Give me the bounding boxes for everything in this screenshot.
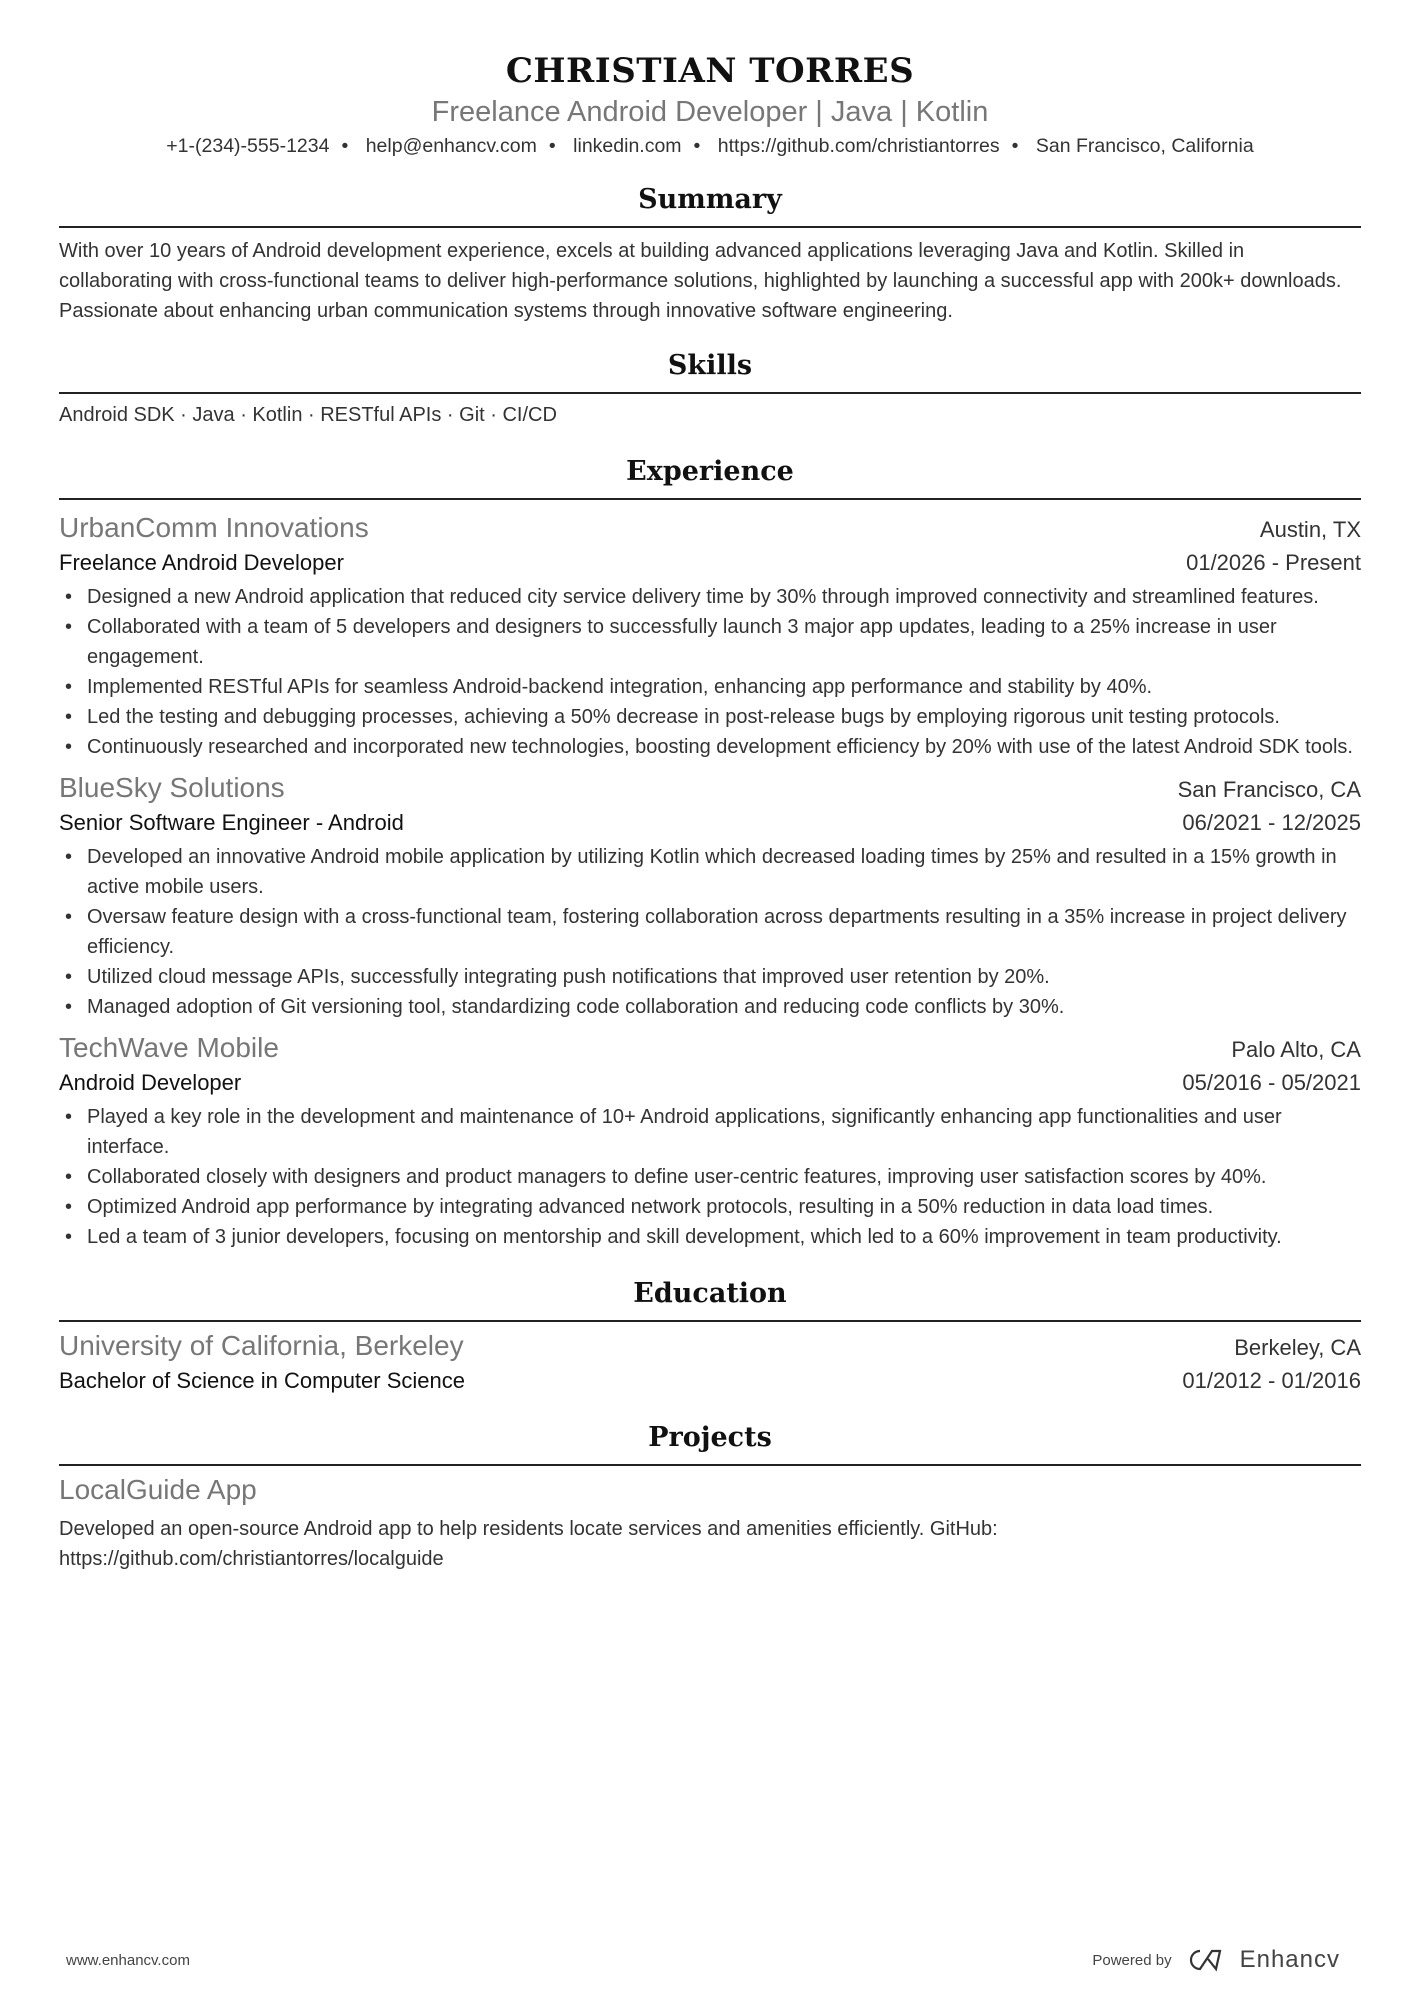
location: San Francisco, California [1035,135,1254,157]
job-bullets [59,1102,1361,1252]
job-bullet: • Played a key role in the development and maintenance of 10+ Android applications, significantly enhancing app functionalities and user interface. [59,1102,1361,1162]
job-bullet: • Optimized Android app performance by integrating advanced network protocols, resulting in a 50% reduction in data load times. [59,1192,1361,1222]
candidate-title: Freelance Android Developer | Java | Kotlin [431,96,989,128]
powered-by-label: Powered by [1092,1951,1172,1969]
job-bullet: • Utilized cloud message APIs, successfully integrating push notifications that improved user retention by 20%. [59,962,1361,992]
job-dates: 01/2026 - Present [1186,550,1361,575]
job-entry [59,770,1361,1022]
skills-heading: Skills [59,348,1361,394]
enhancv-logo-icon [1186,1947,1226,1973]
footer-site-link[interactable]: www.enhancv.com [66,1951,190,1969]
job-role: Android Developer [59,1070,242,1095]
school-location: Berkeley, CA [1234,1335,1361,1360]
job-role: Senior Software Engineer - Android [59,810,404,835]
linkedin-link[interactable]: linkedin.com [573,135,682,157]
skills-text: Android SDK · Java · Kotlin · RESTful APIs · Git · CI/CD [59,404,557,426]
project-description: Developed an open-source Android app to help residents locate services and amenities efficiently. GitHub: https://github.com/christiantorres/localguide [59,1518,998,1570]
job-bullet: • Implemented RESTful APIs for seamless Android-backend integration, enhancing app performance and stability by 40%. [59,672,1361,702]
job-bullet: • Developed an innovative Android mobile application by utilizing Kotlin which decreased loading times by 25% and resulted in a 15% growth in active mobile users. [59,842,1361,902]
job-bullets [59,842,1361,1022]
job-dates: 05/2016 - 05/2021 [1182,1070,1361,1095]
school-name: University of California, Berkeley [59,1330,464,1361]
job-bullet: • Collaborated closely with designers and product managers to define user-centric features, improving user satisfaction scores by 40%. [59,1162,1361,1192]
education-dates: 01/2012 - 01/2016 [1182,1368,1361,1393]
projects-heading: Projects [59,1420,1361,1466]
job-bullet: • Managed adoption of Git versioning tool, standardizing code collaboration and reducing code conflicts by 30%. [59,992,1361,1022]
resume-page [59,0,1361,1574]
enhancv-brand: Enhancv [1239,1946,1340,1973]
powered-by[interactable] [1092,1946,1340,1974]
job-bullet: • Continuously researched and incorporated new technologies, boosting development efficiency by 20% with use of the latest Android SDK tools. [59,732,1361,762]
job-bullet: • Designed a new Android application that reduced city service delivery time by 30% through improved connectivity and streamlined features. [59,582,1361,612]
job-bullet: • Collaborated with a team of 5 developers and designers to successfully launch 3 major app updates, leading to a 25% increase in user engagement. [59,612,1361,672]
company-name: UrbanComm Innovations [59,512,369,543]
candidate-name: CHRISTIAN TORRES [505,51,915,91]
company-name: TechWave Mobile [59,1032,279,1063]
footer [66,1946,1340,1974]
contact-line: +1-(234)-555-1234 • help@enhancv.com • linkedin.com • https://github.com/christiantorres • San Francisco, California [166,135,1254,157]
email-link[interactable]: help@enhancv.com [365,135,537,157]
job-location: Palo Alto, CA [1231,1037,1361,1062]
education-heading: Education [59,1276,1361,1322]
summary-text: With over 10 years of Android development experience, excels at building advanced applications leveraging Java and Kotlin. Skilled in collaborating with cross-functional teams to deliver high-performance solutions, highlighted by launching a successful app with 200k+ downloads. Passionate about enhancing urban communication systems through innovative software engineering. [59,240,1342,322]
education-entry [59,1328,1361,1398]
experience-heading: Experience [59,454,1361,500]
project-entry [59,1472,1361,1574]
job-entry [59,1030,1361,1252]
summary-heading: Summary [59,182,1361,228]
job-entry [59,510,1361,762]
job-bullet: • Led the testing and debugging processes, achieving a 50% decrease in post-release bugs by employing rigorous unit testing protocols. [59,702,1361,732]
job-bullet: • Oversaw feature design with a cross-functional team, fostering collaboration across departments resulting in a 35% increase in project delivery efficiency. [59,902,1361,962]
job-bullet: • Led a team of 3 junior developers, focusing on mentorship and skill development, which led to a 60% improvement in team productivity. [59,1222,1361,1252]
project-name: LocalGuide App [59,1474,257,1505]
job-role: Freelance Android Developer [59,550,344,575]
experience-list [59,510,1361,1252]
job-location: Austin, TX [1259,517,1361,542]
github-link[interactable]: https://github.com/christiantorres [717,135,1000,157]
job-dates: 06/2021 - 12/2025 [1182,810,1361,835]
job-bullets [59,582,1361,762]
degree: Bachelor of Science in Computer Science [59,1368,465,1393]
company-name: BlueSky Solutions [59,772,285,803]
phone: +1-(234)-555-1234 [166,135,330,157]
job-location: San Francisco, CA [1177,777,1361,802]
